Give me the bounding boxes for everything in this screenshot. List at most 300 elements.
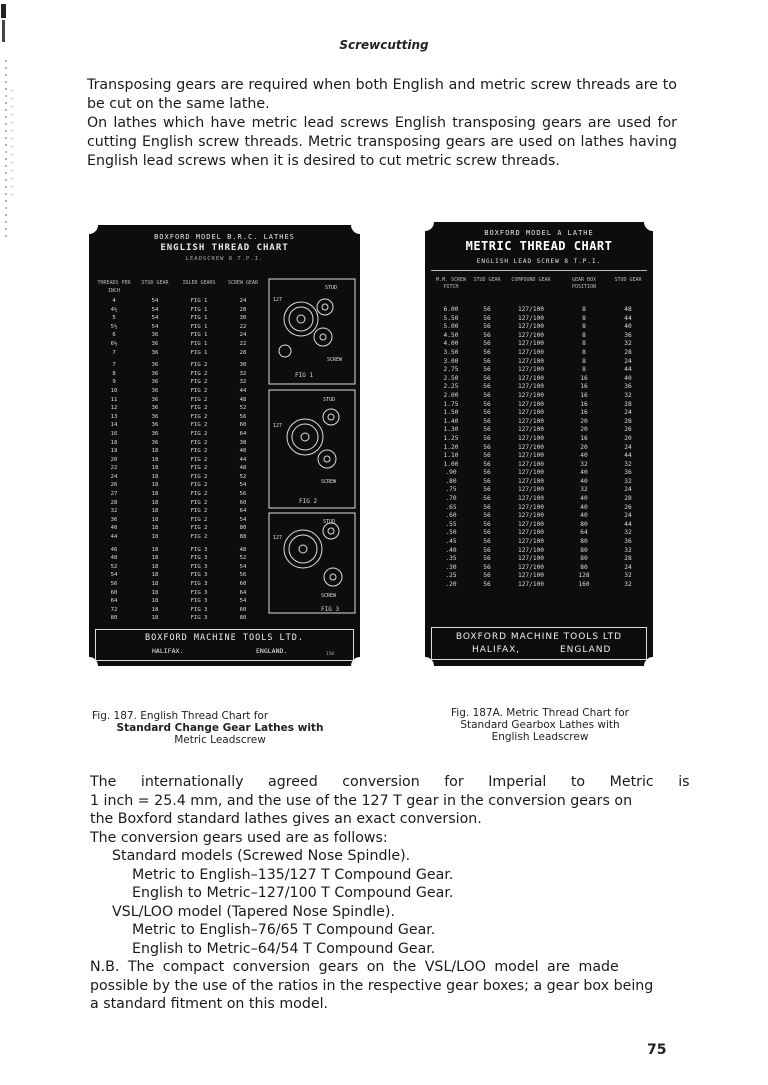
- table-cell: 38: [239, 439, 247, 446]
- table-cell: 88: [239, 534, 247, 541]
- table-cell: 80: [580, 538, 588, 546]
- table-cell: 7: [112, 362, 116, 369]
- table-row: [431, 392, 647, 401]
- table-cell: 127/100: [517, 443, 545, 451]
- table-cell: 24: [624, 357, 632, 365]
- table-cell: 127/100: [517, 417, 545, 425]
- table-cell: 6½: [110, 340, 118, 347]
- table-cell: FIG 2: [190, 465, 208, 472]
- table-cell: 80: [580, 563, 588, 571]
- table-row: [93, 554, 263, 563]
- table-row: [93, 507, 263, 516]
- table-cell: 52: [239, 405, 247, 412]
- table-cell: 18: [151, 508, 159, 515]
- table-cell: 36: [110, 516, 118, 523]
- table-cell: 20: [624, 434, 632, 442]
- table-cell: 24: [624, 409, 632, 417]
- table-cell: 56: [483, 434, 491, 442]
- table-cell: 56: [483, 503, 491, 511]
- table-cell: .25: [445, 572, 457, 580]
- table-cell: 127/100: [517, 512, 545, 520]
- table-cell: FIG 2: [190, 439, 208, 446]
- fig187a-caption: [400, 707, 680, 743]
- table-cell: 32: [624, 546, 632, 554]
- table-cell: 48: [239, 546, 247, 553]
- table-cell: 127/100: [517, 426, 545, 434]
- table-row: [431, 435, 647, 444]
- intro-paragraph-1: Transposing gears are required when both English and metric screw threads are to be cut on the same lathe.: [87, 77, 677, 112]
- table-row: [93, 580, 263, 589]
- intro-text: [87, 76, 677, 171]
- table-cell: 1.00: [443, 460, 459, 468]
- body-text: [90, 773, 690, 1014]
- table-cell: 127/100: [517, 374, 545, 382]
- table-cell: 8: [582, 323, 586, 331]
- table-cell: 8: [112, 370, 116, 377]
- col-header: STUD GEAR: [141, 280, 169, 286]
- table-row: [93, 563, 263, 572]
- table-cell: 32: [624, 572, 632, 580]
- table-cell: 44: [239, 456, 247, 463]
- col-header: THREADS PER INCH: [97, 280, 131, 294]
- table-cell: 18: [151, 546, 159, 553]
- table-row: [93, 464, 263, 473]
- table-row: [93, 331, 263, 340]
- table-cell: 127/100: [517, 434, 545, 442]
- caption-line: Standard Gearbox Lathes with: [460, 719, 620, 731]
- table-cell: 1.10: [443, 452, 459, 460]
- table-row: [431, 564, 647, 573]
- table-cell: 20: [110, 456, 118, 463]
- table-row: [93, 606, 263, 615]
- table-cell: 28: [239, 306, 247, 313]
- table-cell: 64: [110, 598, 118, 605]
- table-cell: FIG 3: [190, 563, 208, 570]
- table-row: [431, 478, 647, 487]
- table-cell: 18: [151, 525, 159, 532]
- table-cell: 56: [483, 563, 491, 571]
- metric-thread-chart: [425, 222, 653, 666]
- table-cell: 19: [110, 448, 118, 455]
- table-row: [93, 524, 263, 533]
- table-cell: 13: [110, 413, 118, 420]
- table-cell: 44: [624, 520, 632, 528]
- table-cell: 24: [239, 332, 247, 339]
- table-cell: 24: [239, 298, 247, 304]
- table-cell: 3.00: [443, 357, 459, 365]
- table-cell: 4.00: [443, 340, 459, 348]
- table-cell: 56: [483, 520, 491, 528]
- table-cell: 32: [624, 529, 632, 537]
- body-line: 1 inch = 25.4 mm, and the use of the 127 T gear in the conversion gears on: [90, 792, 633, 809]
- table-cell: 127/100: [517, 520, 545, 528]
- table-row: [431, 555, 647, 564]
- table-cell: 80: [580, 520, 588, 528]
- table-cell: .60: [445, 512, 457, 520]
- fig187-caption: [70, 710, 370, 746]
- table-row: [93, 597, 263, 606]
- table-cell: 127/100: [517, 306, 545, 313]
- fig-label-1: FIG 1: [295, 372, 314, 379]
- table-cell: 56: [483, 512, 491, 520]
- table-cell: 18: [110, 439, 118, 446]
- table-cell: 16: [110, 430, 118, 437]
- table-cell: 56: [483, 452, 491, 460]
- table-cell: 2.00: [443, 391, 459, 399]
- table-cell: 56: [483, 546, 491, 554]
- table-cell: 60: [239, 499, 247, 506]
- table-cell: 40: [580, 477, 588, 485]
- table-cell: .70: [445, 495, 457, 503]
- table-cell: 40: [110, 525, 118, 532]
- table-row: [431, 486, 647, 495]
- table-cell: FIG 2: [190, 473, 208, 480]
- table-cell: 36: [151, 430, 159, 437]
- table-cell: 1.20: [443, 443, 459, 451]
- table-cell: 18: [151, 491, 159, 498]
- gear-diagrams: [265, 277, 357, 617]
- table-cell: 40: [624, 323, 632, 331]
- table-cell: FIG 2: [190, 448, 208, 455]
- table-cell: 52: [110, 563, 118, 570]
- table-cell: 56: [483, 460, 491, 468]
- table-cell: 56: [483, 383, 491, 391]
- body-line: Standard models (Screwed Nose Spindle).: [112, 848, 411, 864]
- table-cell: 8: [582, 340, 586, 348]
- table-cell: 40: [580, 469, 588, 477]
- english-col-headers: [93, 279, 263, 294]
- table-cell: 127/100: [517, 563, 545, 571]
- table-cell: 52: [239, 555, 247, 562]
- table-cell: 20: [580, 417, 588, 425]
- table-cell: .30: [445, 563, 457, 571]
- table-cell: 32: [580, 486, 588, 494]
- table-cell: 40: [624, 374, 632, 382]
- table-cell: FIG 3: [190, 606, 208, 613]
- table-cell: 22: [239, 340, 247, 347]
- table-cell: 1.30: [443, 426, 459, 434]
- table-cell: 127/100: [517, 348, 545, 356]
- table-cell: .75: [445, 486, 457, 494]
- table-row: [431, 409, 647, 418]
- table-row: [431, 547, 647, 556]
- chart-header-3: ENGLISH LEAD SCREW 8 T.P.I.: [476, 258, 602, 265]
- table-cell: FIG 2: [190, 370, 208, 377]
- table-cell: FIG 2: [190, 456, 208, 463]
- table-cell: 127/100: [517, 581, 545, 588]
- body-line: The conversion gears used are as follows:: [90, 829, 388, 846]
- caption-line: English Leadscrew: [491, 731, 589, 743]
- table-cell: FIG 2: [190, 499, 208, 506]
- table-cell: .90: [445, 469, 457, 477]
- table-cell: 80: [580, 555, 588, 563]
- table-cell: 72: [110, 606, 118, 613]
- table-cell: 56: [483, 486, 491, 494]
- footer-city: HALIFAX,: [472, 645, 521, 655]
- table-cell: 127/100: [517, 460, 545, 468]
- table-cell: 56: [483, 443, 491, 451]
- gear-127-label: 127: [273, 297, 283, 303]
- table-cell: 36: [151, 370, 159, 377]
- table-cell: 160: [578, 581, 590, 588]
- footer-country: ENGLAND: [560, 645, 612, 655]
- table-cell: 2.50: [443, 374, 459, 382]
- table-cell: 6.00: [443, 306, 459, 313]
- table-row: [93, 546, 263, 555]
- table-cell: 56: [483, 417, 491, 425]
- body-line: English to Metric–64/54 T Compound Gear.: [132, 940, 436, 957]
- table-cell: 56: [483, 331, 491, 339]
- table-row: [93, 340, 263, 349]
- table-row: [93, 499, 263, 508]
- table-cell: 5: [112, 315, 116, 322]
- table-cell: 56: [239, 491, 247, 498]
- table-row: [431, 366, 647, 375]
- table-cell: 36: [151, 422, 159, 429]
- table-cell: 36: [151, 349, 159, 356]
- table-cell: 44: [110, 534, 118, 541]
- table-cell: 127/100: [517, 357, 545, 365]
- table-cell: 24: [624, 563, 632, 571]
- table-cell: 18: [151, 598, 159, 605]
- table-cell: 36: [151, 405, 159, 412]
- table-cell: 22: [239, 323, 247, 330]
- screw-gear-label: SCREW: [321, 479, 337, 485]
- table-cell: 28: [110, 499, 118, 506]
- table-cell: 127/100: [517, 400, 545, 408]
- table-cell: 9: [112, 379, 116, 386]
- table-row: [93, 589, 263, 598]
- table-row: [431, 315, 647, 324]
- table-row: [93, 387, 263, 396]
- body-line: a standard fitment on this model.: [90, 996, 329, 1012]
- footer-code: 150: [326, 652, 335, 657]
- table-cell: 18: [151, 534, 159, 541]
- table-cell: 80: [239, 525, 247, 532]
- table-cell: 32: [624, 460, 632, 468]
- table-cell: 54: [151, 323, 159, 330]
- table-cell: 60: [110, 589, 118, 596]
- table-row: [431, 332, 647, 341]
- table-cell: 56: [483, 529, 491, 537]
- table-row: [93, 361, 263, 370]
- table-cell: 48: [239, 465, 247, 472]
- table-cell: 20: [580, 443, 588, 451]
- table-row: [93, 571, 263, 580]
- table-cell: 18: [151, 563, 159, 570]
- table-row: [93, 490, 263, 499]
- table-cell: FIG 3: [190, 589, 208, 596]
- running-head: Screwcutting: [339, 38, 429, 52]
- table-row: [431, 426, 647, 435]
- table-cell: 8: [582, 331, 586, 339]
- table-cell: .55: [445, 520, 457, 528]
- english-thread-chart: [89, 225, 360, 666]
- table-cell: FIG 2: [190, 387, 208, 394]
- col-header: STUD GEAR: [614, 277, 642, 283]
- table-cell: 24: [624, 486, 632, 494]
- table-cell: 54: [239, 482, 247, 489]
- table-cell: 54: [239, 598, 247, 605]
- table-row: [93, 473, 263, 482]
- table-cell: 40: [580, 503, 588, 511]
- table-cell: 18: [151, 473, 159, 480]
- page-number: 75: [647, 1042, 667, 1058]
- table-cell: 64: [239, 589, 247, 596]
- table-cell: 40: [239, 448, 247, 455]
- table-cell: 127/100: [517, 572, 545, 580]
- table-row: [431, 340, 647, 349]
- body-line: The internationally agreed conversion for Imperial to Metric is: [90, 774, 690, 790]
- table-cell: FIG 1: [190, 332, 208, 339]
- table-cell: 18: [151, 516, 159, 523]
- table-row: [431, 461, 647, 470]
- table-cell: 56: [483, 323, 491, 331]
- body-line: the Boxford standard lathes gives an exact conversion.: [90, 811, 482, 827]
- table-row: [93, 413, 263, 422]
- table-cell: 28: [624, 555, 632, 563]
- table-cell: 1.40: [443, 417, 459, 425]
- table-cell: 8: [582, 306, 586, 313]
- table-cell: 12: [110, 405, 118, 412]
- table-cell: 32: [580, 460, 588, 468]
- table-cell: 127/100: [517, 409, 545, 417]
- table-cell: 36: [624, 383, 632, 391]
- table-cell: 8: [582, 314, 586, 322]
- table-cell: 32: [624, 391, 632, 399]
- table-row: [93, 370, 263, 379]
- table-cell: 18: [151, 465, 159, 472]
- table-cell: 36: [624, 331, 632, 339]
- table-cell: 127/100: [517, 495, 545, 503]
- table-cell: FIG 2: [190, 525, 208, 532]
- table-cell: 1.75: [443, 400, 459, 408]
- table-cell: 56: [483, 340, 491, 348]
- table-cell: 14: [110, 422, 118, 429]
- table-cell: 18: [151, 456, 159, 463]
- table-row: [93, 456, 263, 465]
- table-cell: .20: [445, 581, 457, 588]
- table-cell: FIG 3: [190, 581, 208, 587]
- table-cell: FIG 1: [190, 306, 208, 313]
- table-cell: 26: [624, 503, 632, 511]
- stud-gear-label: STUD: [323, 397, 336, 403]
- table-cell: 56: [483, 572, 491, 580]
- intro-paragraph-2: On lathes which have metric lead screws English transposing gears are used for cutting English screw threads. Metric transposing gears are used on lathes having English lead screws when it is desired to cut metric screw threads.: [87, 115, 677, 169]
- table-cell: FIG 2: [190, 405, 208, 412]
- table-cell: 56: [483, 366, 491, 374]
- table-cell: 48: [239, 396, 247, 403]
- table-cell: 16: [580, 400, 588, 408]
- table-cell: 127/100: [517, 555, 545, 563]
- table-cell: 44: [624, 452, 632, 460]
- table-cell: 22: [110, 465, 118, 472]
- chart-header-2: METRIC THREAD CHART: [465, 239, 613, 253]
- table-cell: FIG 2: [190, 534, 208, 541]
- table-row: [93, 430, 263, 439]
- metric-col-headers: [431, 277, 647, 291]
- table-row: [431, 452, 647, 461]
- table-cell: 18: [151, 572, 159, 579]
- table-row: [93, 349, 263, 358]
- table-cell: 54: [151, 315, 159, 322]
- english-table: [93, 297, 263, 623]
- table-cell: 2.75: [443, 366, 459, 374]
- table-cell: 36: [151, 439, 159, 446]
- table-cell: 128: [578, 572, 590, 580]
- table-cell: 32: [624, 340, 632, 348]
- table-cell: FIG 3: [190, 615, 208, 622]
- table-row: [93, 323, 263, 332]
- table-cell: 18: [151, 499, 159, 506]
- table-cell: 127/100: [517, 331, 545, 339]
- table-cell: 32: [239, 370, 247, 377]
- table-cell: 127/100: [517, 469, 545, 477]
- table-cell: 40: [580, 495, 588, 503]
- chart-header-1: BOXFORD MODEL A LATHE: [484, 229, 594, 237]
- table-cell: 6: [112, 332, 116, 339]
- screw-gear-label: SCREW: [327, 357, 343, 363]
- table-cell: 127/100: [517, 546, 545, 554]
- table-cell: 1.50: [443, 409, 459, 417]
- table-cell: 26: [110, 482, 118, 489]
- table-cell: 127/100: [517, 340, 545, 348]
- table-cell: 80: [239, 615, 247, 622]
- table-row: [431, 401, 647, 410]
- table-cell: 56: [483, 477, 491, 485]
- body-line: Metric to English–76/65 T Compound Gear.: [132, 922, 436, 938]
- table-cell: FIG 1: [190, 298, 208, 304]
- table-cell: 127/100: [517, 314, 545, 322]
- table-cell: 20: [580, 426, 588, 434]
- footer-company: BOXFORD MACHINE TOOLS LTD: [455, 632, 623, 642]
- table-cell: 56: [483, 314, 491, 322]
- table-cell: 5.50: [443, 314, 459, 322]
- col-header: COMPOUND GEAR: [511, 277, 551, 283]
- table-cell: 36: [151, 332, 159, 339]
- table-cell: 56: [483, 495, 491, 503]
- table-cell: 60: [239, 581, 247, 587]
- table-cell: 36: [151, 340, 159, 347]
- table-cell: 127/100: [517, 391, 545, 399]
- table-cell: 18: [151, 589, 159, 596]
- table-cell: 4.50: [443, 331, 459, 339]
- table-cell: 36: [151, 362, 159, 369]
- col-header: M.M. SCREW PITCH: [435, 277, 467, 290]
- table-cell: 18: [151, 606, 159, 613]
- table-cell: 1.25: [443, 434, 459, 442]
- table-cell: 60: [239, 606, 247, 613]
- table-cell: 127/100: [517, 538, 545, 546]
- table-cell: 28: [624, 417, 632, 425]
- table-row: [93, 614, 263, 623]
- chart-header-1: BOXFORD MODEL B.R.C. LATHES: [154, 233, 295, 241]
- table-row: [431, 495, 647, 504]
- caption-line: Metric Leadscrew: [174, 734, 266, 746]
- table-cell: 7: [112, 349, 116, 356]
- table-cell: 4½: [110, 306, 118, 313]
- table-cell: .80: [445, 477, 457, 485]
- table-cell: 2.25: [443, 383, 459, 391]
- table-cell: 28: [624, 400, 632, 408]
- table-row: [431, 323, 647, 332]
- table-cell: 18: [151, 448, 159, 455]
- table-cell: 32: [624, 477, 632, 485]
- table-row: [93, 297, 263, 306]
- table-row: [431, 383, 647, 392]
- table-cell: 127/100: [517, 323, 545, 331]
- table-cell: 36: [151, 413, 159, 420]
